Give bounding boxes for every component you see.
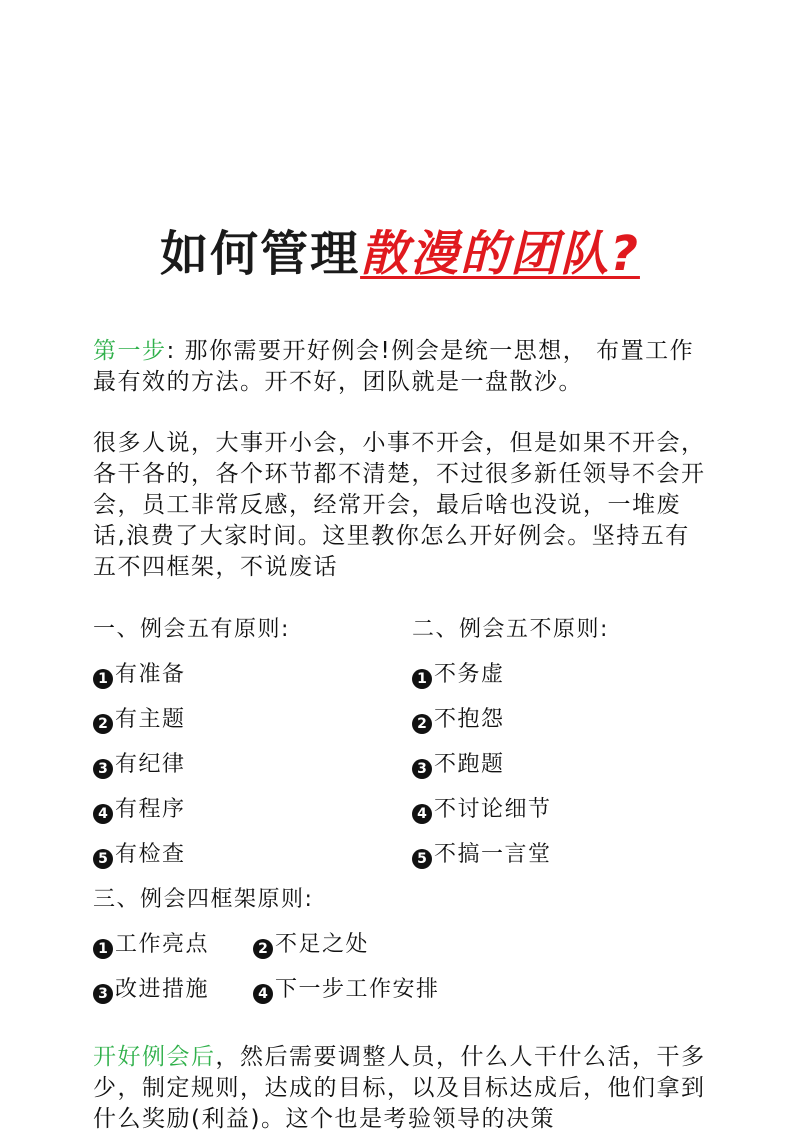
number-badge-icon: 4 xyxy=(93,804,113,824)
after-meeting-label: 开好例会后 xyxy=(93,1044,216,1070)
five-yes-item: 2 有主题 xyxy=(93,705,186,735)
four-frame-item: 1 工作亮点 xyxy=(93,930,209,960)
five-yes-item: 3 有纪律 xyxy=(93,750,186,780)
title-part-highlight: 散漫的团队? xyxy=(360,226,640,282)
number-badge-icon: 1 xyxy=(93,939,113,959)
number-badge-icon: 1 xyxy=(412,669,432,689)
number-badge-icon: 1 xyxy=(93,669,113,689)
four-frame-heading: 三、例会四框架原则: xyxy=(93,887,314,912)
number-badge-icon: 3 xyxy=(93,759,113,779)
number-badge-icon: 3 xyxy=(93,984,113,1004)
number-badge-icon: 3 xyxy=(412,759,432,779)
title-part-plain: 如何管理 xyxy=(160,226,361,282)
page-title xyxy=(0,222,800,286)
step1-label: 第一步 xyxy=(93,338,167,364)
step1-paragraph xyxy=(93,336,708,398)
number-badge-icon: 2 xyxy=(412,714,432,734)
five-no-item: 5 不搞一言堂 xyxy=(412,840,552,870)
five-yes-heading: 一、例会五有原则: xyxy=(93,617,290,642)
step1-text: : 那你需要开好例会!例会是统一思想， 布置工作最有效的方法。开不好，团队就是一盘散沙。 xyxy=(93,338,695,395)
number-badge-icon: 5 xyxy=(93,849,113,869)
five-yes-item: 5 有检查 xyxy=(93,840,186,870)
five-no-item: 3 不跑题 xyxy=(412,750,505,780)
five-yes-item: 1 有准备 xyxy=(93,660,186,690)
five-no-item: 2 不抱怨 xyxy=(412,705,505,735)
number-badge-icon: 4 xyxy=(412,804,432,824)
four-frame-item: 3 改进措施 xyxy=(93,975,209,1005)
after-meeting-paragraph xyxy=(93,1042,708,1135)
number-badge-icon: 2 xyxy=(253,939,273,959)
four-frame-item: 4 下一步工作安排 xyxy=(253,975,440,1005)
after-meeting-text: ，然后需要调整人员，什么人干什么活，干多少，制定规则，达成的目标，以及目标达成后，他们拿到什么奖励(利益)。这个也是考验领导的决策 xyxy=(93,1044,706,1132)
number-badge-icon: 4 xyxy=(253,984,273,1004)
intro-paragraph: 很多人说，大事开小会，小事不开会，但是如果不开会，各干各的，各个环节都不清楚，不过很多新任领导不会开会，员工非常反感，经常开会，最后啥也没说，一堆废话,浪费了大家时间。这里教你怎么开好例会。坚持五有五不四框架，不说废话 xyxy=(93,430,706,580)
number-badge-icon: 5 xyxy=(412,849,432,869)
five-no-heading: 二、例会五不原则: xyxy=(412,617,609,642)
five-no-item: 4 不讨论细节 xyxy=(412,795,552,825)
four-frame-item: 2 不足之处 xyxy=(253,930,369,960)
five-yes-item: 4 有程序 xyxy=(93,795,186,825)
number-badge-icon: 2 xyxy=(93,714,113,734)
five-no-item: 1 不务虚 xyxy=(412,660,505,690)
